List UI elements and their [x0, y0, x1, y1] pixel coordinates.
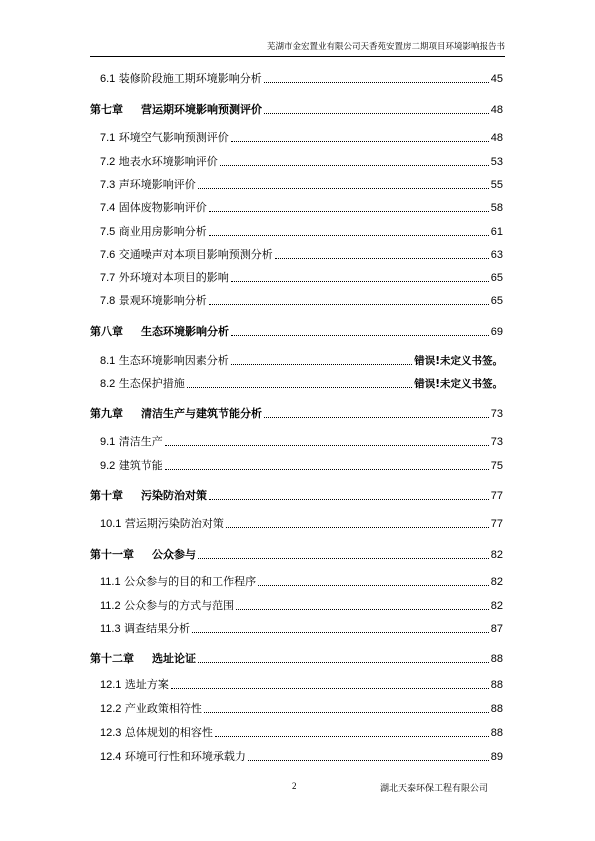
toc-entry-number: 第八章 [90, 326, 123, 338]
toc-entry-page: 63 [490, 249, 503, 261]
toc-entry-title: 商业用房影响分析 [118, 225, 207, 238]
toc-entry-title: 装修阶段施工期环境影响分析 [118, 72, 262, 85]
toc-entry-page: 69 [490, 326, 503, 338]
toc-section-entry[interactable] [90, 435, 503, 449]
toc-entry-page: 错误!未定义书签。 [414, 378, 503, 390]
toc-entry-page: 77 [490, 518, 503, 530]
toc-entry-number: 第九章 [90, 408, 123, 420]
toc-dot-leader [215, 736, 489, 737]
toc-chapter-entry[interactable] [90, 407, 503, 421]
toc-entry-label [100, 178, 196, 192]
toc-dot-leader [198, 662, 489, 663]
toc-entry-page: 61 [490, 226, 503, 238]
toc-entry-title: 固体废物影响评价 [118, 201, 207, 214]
toc-entry-title: 环境空气影响预测评价 [118, 131, 229, 144]
toc-entry-title: 建筑节能 [118, 459, 163, 472]
toc-section-entry[interactable] [90, 271, 503, 285]
toc-entry-label [100, 599, 234, 613]
toc-dot-leader [231, 335, 489, 336]
toc-dot-leader [204, 712, 489, 713]
toc-dot-leader [187, 387, 412, 388]
toc-entry-page: 75 [490, 460, 503, 472]
toc-section-entry[interactable] [90, 294, 503, 308]
toc-section-entry[interactable] [90, 750, 503, 764]
toc-entry-label [90, 489, 207, 503]
toc-dot-leader [231, 141, 489, 142]
toc-dot-leader [209, 235, 489, 236]
toc-section-entry[interactable] [90, 678, 503, 692]
toc-section-entry[interactable] [90, 517, 503, 531]
toc-entry-number: 7.2 [100, 156, 116, 168]
toc-entry-title: 清洁生产 [118, 435, 163, 448]
toc-entry-number: 7.8 [100, 295, 116, 307]
toc-section-entry[interactable] [90, 131, 503, 145]
toc-entry-number: 7.7 [100, 272, 116, 284]
toc-section-entry[interactable] [90, 459, 503, 473]
toc-dot-leader [209, 211, 489, 212]
toc-dot-leader [165, 445, 489, 446]
toc-entry-label [100, 294, 207, 308]
toc-dot-leader [198, 558, 489, 559]
toc-entry-title: 选址方案 [124, 678, 169, 691]
toc-section-entry[interactable] [90, 225, 503, 239]
toc-section-entry[interactable] [90, 178, 503, 192]
toc-entry-number: 10.1 [100, 518, 122, 530]
toc-chapter-entry[interactable] [90, 103, 503, 117]
toc-entry-title: 交通噪声对本项目影响预测分析 [118, 248, 273, 261]
toc-entry-number: 12.1 [100, 679, 122, 691]
toc-dot-leader [275, 258, 489, 259]
toc-dot-leader [258, 585, 489, 586]
toc-entry-page: 58 [490, 202, 503, 214]
toc-chapter-entry[interactable] [90, 325, 503, 339]
toc-entry-number: 9.2 [100, 460, 116, 472]
toc-chapter-entry[interactable] [90, 548, 503, 562]
toc-section-entry[interactable] [90, 248, 503, 262]
toc-entry-page: 82 [490, 576, 503, 588]
toc-section-entry[interactable] [90, 702, 503, 716]
toc-section-entry[interactable] [90, 622, 503, 636]
toc-entry-number: 6.1 [100, 73, 116, 85]
toc-entry-page: 73 [490, 436, 503, 448]
toc-entry-label [90, 325, 229, 339]
toc-entry-label [100, 517, 224, 531]
toc-entry-label [90, 103, 262, 117]
toc-entry-number: 8.2 [100, 378, 116, 390]
toc-entry-label [100, 225, 207, 239]
toc-entry-title: 产业政策相符性 [124, 702, 202, 715]
toc-section-entry[interactable] [90, 377, 503, 391]
toc-entry-number: 第十一章 [90, 549, 134, 561]
toc-entry-page: 88 [490, 653, 503, 665]
toc-entry-page: 65 [490, 295, 503, 307]
toc-entry-label [90, 548, 196, 562]
toc-entry-page: 88 [490, 703, 503, 715]
toc-section-entry[interactable] [90, 726, 503, 740]
toc-dot-leader [198, 188, 489, 189]
toc-entry-label [100, 72, 262, 86]
toc-entry-title: 选址论证 [152, 652, 196, 665]
toc-entry-page: 88 [490, 727, 503, 739]
toc-entry-number: 第十二章 [90, 653, 134, 665]
toc-entry-label [90, 652, 196, 666]
toc-entry-title: 景观环境影响分析 [118, 294, 207, 307]
toc-dot-leader [264, 113, 489, 114]
toc-entry-number: 7.4 [100, 202, 116, 214]
toc-entry-title: 营运期环境影响预测评价 [141, 103, 262, 116]
toc-entry-number: 7.5 [100, 226, 116, 238]
toc-dot-leader [231, 364, 412, 365]
toc-entry-title: 公众参与的目的和工作程序 [124, 575, 257, 588]
toc-section-entry[interactable] [90, 575, 503, 589]
toc-entry-title: 公众参与的方式与范围 [124, 599, 235, 612]
toc-section-entry[interactable] [90, 155, 503, 169]
toc-entry-page: 45 [490, 73, 503, 85]
toc-entry-title: 污染防治对策 [141, 489, 207, 502]
toc-entry-number: 11.2 [100, 600, 121, 612]
toc-entry-label [100, 377, 185, 391]
toc-entry-title: 总体规划的相容性 [124, 726, 213, 739]
toc-entry-label [100, 271, 229, 285]
toc-entry-page: 73 [490, 408, 503, 420]
toc-entry-page: 48 [490, 104, 503, 116]
toc-section-entry[interactable] [90, 201, 503, 215]
toc-dot-leader [220, 165, 489, 166]
toc-entry-title: 公众参与 [152, 548, 196, 561]
toc-entry-page: 77 [490, 490, 503, 502]
toc-entry-number: 11.1 [100, 576, 121, 588]
toc-dot-leader [248, 760, 489, 761]
toc-entry-label [100, 155, 218, 169]
toc-entry-page: 错误!未定义书签。 [414, 355, 503, 367]
toc-entry-title: 生态环境影响因素分析 [118, 354, 229, 367]
toc-entry-page: 55 [490, 179, 503, 191]
toc-dot-leader [209, 499, 489, 500]
page-number: 2 [292, 781, 297, 791]
toc-entry-title: 外环境对本项目的影响 [118, 271, 229, 284]
toc-entry-title: 地表水环境影响评价 [118, 155, 218, 168]
toc-dot-leader [192, 632, 489, 633]
toc-entry-number: 8.1 [100, 355, 116, 367]
toc-entry-page: 65 [490, 272, 503, 284]
toc-entry-number: 9.1 [100, 436, 116, 448]
toc-entry-label [100, 678, 169, 692]
toc-entry-title: 营运期污染防治对策 [124, 517, 224, 530]
toc-entry-number: 7.6 [100, 249, 116, 261]
toc-entry-label [100, 131, 229, 145]
toc-dot-leader [226, 527, 489, 528]
toc-chapter-entry[interactable] [90, 489, 503, 503]
toc-entry-label [100, 354, 229, 368]
toc-entry-label [100, 702, 202, 716]
toc-entry-label [100, 201, 207, 215]
toc-entry-number: 12.2 [100, 703, 122, 715]
toc-dot-leader [171, 688, 489, 689]
toc-entry-number: 7.3 [100, 179, 116, 191]
toc-dot-leader [264, 82, 489, 83]
toc-entry-number: 11.3 [100, 623, 121, 635]
toc-entry-title: 声环境影响评价 [118, 178, 196, 191]
page-header [90, 40, 505, 57]
toc-dot-leader [236, 609, 489, 610]
toc-entry-title: 生态环境影响分析 [141, 325, 229, 338]
toc-entry-page: 82 [490, 600, 503, 612]
toc-entry-number: 第十章 [90, 490, 123, 502]
toc-section-entry[interactable] [90, 599, 503, 613]
toc-entry-label [100, 575, 256, 589]
toc-entry-label [100, 248, 273, 262]
footer-organization: 湖北天泰环保工程有限公司 [379, 784, 488, 794]
toc-entry-label [100, 459, 163, 473]
toc-entry-page: 48 [490, 132, 503, 144]
toc-dot-leader [209, 304, 489, 305]
toc-section-entry[interactable] [90, 72, 503, 86]
toc-entry-number: 第七章 [90, 104, 123, 116]
toc-entry-page: 82 [490, 549, 503, 561]
toc-entry-page: 53 [490, 156, 503, 168]
toc-entry-label [100, 622, 190, 636]
toc-entry-number: 12.3 [100, 727, 122, 739]
toc-entry-page: 87 [490, 623, 503, 635]
toc-dot-leader [264, 417, 489, 418]
toc-entry-label [100, 726, 213, 740]
toc-entry-number: 7.1 [100, 132, 116, 144]
toc-entry-title: 生态保护措施 [118, 377, 185, 390]
toc-entry-page: 89 [490, 751, 503, 763]
toc-entry-label [100, 435, 163, 449]
toc-entry-page: 88 [490, 679, 503, 691]
header-title: 芜湖市金宏置业有限公司天香苑安置房二期项目环境影响报告书 [266, 42, 505, 52]
toc-entry-label [90, 407, 262, 421]
toc-entry-number: 12.4 [100, 751, 122, 763]
toc-dot-leader [231, 281, 489, 282]
toc-entry-title: 调查结果分析 [124, 622, 191, 635]
toc-entry-title: 清洁生产与建筑节能分析 [141, 407, 262, 420]
toc-entry-label [100, 750, 246, 764]
toc-section-entry[interactable] [90, 354, 503, 368]
toc-chapter-entry[interactable] [90, 652, 503, 666]
toc-dot-leader [165, 469, 489, 470]
toc-entry-title: 环境可行性和环境承载力 [124, 750, 246, 763]
